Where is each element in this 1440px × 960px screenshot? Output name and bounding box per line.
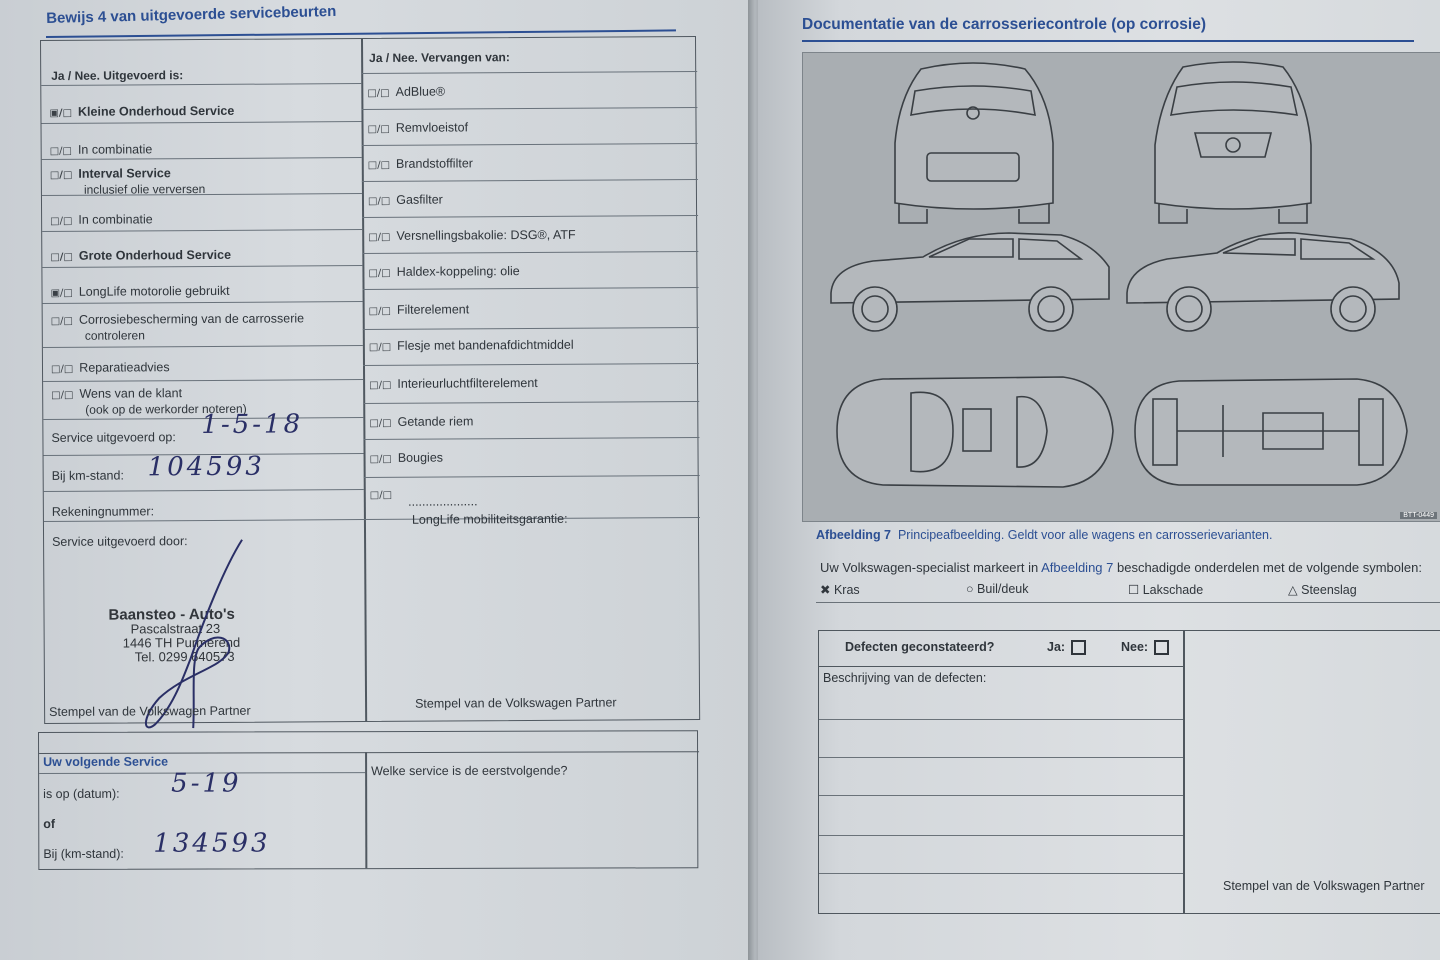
defects-yes[interactable] bbox=[1047, 640, 1086, 655]
description-line[interactable] bbox=[819, 835, 1183, 836]
item-label: AdBlue® bbox=[395, 84, 446, 99]
item-label: Wens van de klant bbox=[79, 386, 183, 401]
checkbox-pair[interactable]: □/□ bbox=[368, 305, 391, 317]
stamp-label-left: Stempel van de Volkswagen Partner bbox=[49, 703, 251, 719]
car-diagram-figure bbox=[802, 52, 1440, 522]
item-label: Filterelement bbox=[396, 302, 470, 317]
item-label: Brandstoffilter bbox=[395, 156, 473, 171]
defects-question: Defecten geconstateerd? bbox=[845, 640, 995, 654]
checkbox-pair[interactable]: □/□ bbox=[369, 417, 392, 429]
km-handwritten: 104593 bbox=[147, 451, 265, 483]
checkbox-row-in-combinatie-2[interactable] bbox=[50, 212, 153, 229]
item-label: In combinatie bbox=[78, 212, 153, 227]
legend-stone-chip bbox=[1288, 582, 1357, 597]
performed-by-label: Service uitgevoerd door: bbox=[52, 534, 188, 549]
checkbox-pair[interactable]: □/□ bbox=[369, 489, 393, 501]
item-label: Interval Service bbox=[78, 166, 171, 181]
checkbox-row-kleine-onderhoud[interactable] bbox=[49, 104, 234, 121]
description-label: Beschrijving van de defecten: bbox=[823, 671, 987, 685]
row-line bbox=[42, 265, 362, 268]
checkbox-row-cabin-filter[interactable] bbox=[369, 376, 538, 393]
defect-table bbox=[818, 630, 1440, 914]
description-line[interactable] bbox=[819, 719, 1183, 720]
checkbox-row-in-combinatie[interactable] bbox=[50, 142, 153, 159]
legend-label: Kras bbox=[833, 583, 860, 597]
item-label: .................... bbox=[408, 494, 478, 509]
description-line[interactable] bbox=[819, 873, 1183, 874]
or-label: of bbox=[43, 816, 56, 831]
checkbox-row-filter-element[interactable] bbox=[369, 302, 470, 319]
item-sublabel: (ook op de werkorder noteren) bbox=[85, 401, 247, 417]
right-column-header: Ja / Nee. Vervangen van: bbox=[369, 50, 510, 65]
item-label: Flesje met bandenafdichtmiddel bbox=[397, 337, 574, 353]
column-divider bbox=[365, 752, 367, 868]
row-line bbox=[39, 751, 699, 754]
description-line[interactable] bbox=[819, 795, 1183, 796]
next-service-box bbox=[38, 730, 698, 870]
item-label: Haldex-koppeling: olie bbox=[396, 264, 520, 279]
dent-icon: ○ bbox=[966, 582, 974, 596]
checkbox-pair[interactable]: □/□ bbox=[50, 251, 73, 263]
next-km-label: Bij (km-stand): bbox=[43, 846, 124, 861]
dealer-city: 1446 TH Purmerend bbox=[122, 634, 241, 651]
checkbox-row-grote-onderhoud[interactable] bbox=[50, 248, 231, 265]
row-line bbox=[362, 143, 698, 146]
row-line bbox=[363, 437, 699, 440]
next-km-handwritten: 134593 bbox=[153, 828, 271, 859]
stamp-label: Stempel van de Volkswagen Partner bbox=[1223, 879, 1425, 893]
paint-damage-icon: ☐ bbox=[1128, 583, 1140, 597]
checkbox-pair[interactable]: □/□ bbox=[49, 145, 72, 157]
checkbox-row-interval-service[interactable] bbox=[50, 166, 206, 197]
checkbox-row-gas-filter[interactable] bbox=[368, 193, 443, 209]
row-line bbox=[363, 287, 699, 290]
checkbox-row-adblue[interactable] bbox=[367, 85, 445, 101]
row-line bbox=[363, 327, 699, 330]
body-check-title: Documentatie van de carrosseriecontrole (op corrosie) bbox=[802, 16, 1206, 33]
item-sublabel: controleren bbox=[84, 328, 145, 343]
checkbox-row-longlife-oil[interactable] bbox=[50, 284, 229, 301]
row-line bbox=[42, 121, 362, 124]
checkbox-row-haldex[interactable] bbox=[368, 264, 519, 281]
checkbox-row-repair-advice[interactable] bbox=[51, 360, 170, 377]
next-service-title: Uw volgende Service bbox=[43, 754, 169, 769]
title-rule bbox=[802, 40, 1414, 42]
checkbox-row-spark-plugs[interactable] bbox=[370, 451, 444, 467]
car-outline-diagram bbox=[803, 53, 1440, 523]
left-column-header: Ja / Nee. Uitgevoerd is: bbox=[51, 68, 184, 83]
dealer-name: Baansteo - Auto's bbox=[108, 605, 235, 624]
no-checkbox[interactable] bbox=[1154, 640, 1169, 655]
row-line bbox=[363, 363, 699, 366]
row-line bbox=[362, 251, 698, 254]
item-label: Interieurluchtfilterelement bbox=[397, 375, 538, 391]
item-label: Grote Onderhoud Service bbox=[78, 247, 232, 263]
item-label: LongLife motorolie gebruikt bbox=[78, 283, 230, 299]
yes-checkbox[interactable] bbox=[1071, 640, 1086, 655]
item-label: Gasfilter bbox=[396, 192, 443, 207]
row-line bbox=[43, 345, 363, 348]
row-line bbox=[362, 215, 698, 218]
row-line bbox=[43, 301, 363, 304]
checkbox-pair[interactable]: □/□ bbox=[368, 231, 391, 243]
checkbox-pair[interactable]: ▣/□ bbox=[49, 107, 73, 119]
item-label: Kleine Onderhoud Service bbox=[77, 103, 235, 119]
defects-no[interactable] bbox=[1121, 640, 1169, 655]
caption-label: Afbeelding 7 bbox=[816, 528, 892, 542]
description-line[interactable] bbox=[819, 757, 1183, 758]
dealer-street: Pascalstraat 23 bbox=[130, 620, 221, 637]
service-date-label: Service uitgevoerd op: bbox=[51, 430, 176, 445]
checkbox-row-gearbox-oil[interactable] bbox=[368, 228, 576, 245]
figure-code: BTT-0449 bbox=[1400, 512, 1437, 519]
legend-dent bbox=[966, 582, 1028, 596]
instruction-pre: Uw Volkswagen-specialist markeert in bbox=[820, 560, 1042, 575]
item-label: Versnellingsbakolie: DSG®, ATF bbox=[396, 227, 576, 243]
legend-rule bbox=[816, 602, 1440, 603]
item-sublabel: inclusief olie verversen bbox=[83, 181, 206, 197]
row-line bbox=[43, 379, 363, 382]
row-line bbox=[44, 489, 364, 492]
which-service-label: Welke service is de eerstvolgende? bbox=[371, 763, 568, 779]
next-date-handwritten: 5-19 bbox=[171, 768, 242, 799]
checkbox-pair[interactable]: □/□ bbox=[50, 363, 74, 375]
item-label: Corrosiebescherming van de carrosserie bbox=[78, 311, 305, 327]
checkbox-pair[interactable]: □/□ bbox=[49, 169, 73, 181]
row-line bbox=[361, 71, 697, 74]
checkbox-pair[interactable]: □/□ bbox=[369, 379, 392, 391]
checkbox-row-fuel-filter[interactable] bbox=[368, 156, 473, 173]
legend-label: Steenslag bbox=[1301, 583, 1357, 597]
checkbox-pair[interactable]: □/□ bbox=[51, 389, 74, 401]
checkbox-pair[interactable]: □/□ bbox=[367, 195, 391, 207]
item-label: Remvloeistof bbox=[395, 120, 469, 135]
instruction-post: beschadigde onderdelen met de volgende symbolen: bbox=[1113, 560, 1422, 575]
item-label: In combinatie bbox=[77, 142, 153, 157]
figure-caption bbox=[816, 528, 1273, 542]
yes-label: Ja: bbox=[1047, 640, 1066, 654]
checkbox-row-brake-fluid[interactable] bbox=[368, 120, 469, 137]
checkbox-row-corrosion[interactable] bbox=[51, 311, 305, 343]
checkbox-pair[interactable]: □/□ bbox=[369, 453, 392, 465]
checkbox-pair[interactable]: □/□ bbox=[367, 123, 390, 136]
checkbox-row-tyre-sealant[interactable] bbox=[369, 338, 574, 355]
checkbox-pair[interactable]: □/□ bbox=[367, 159, 391, 171]
checkbox-pair[interactable]: ▣/□ bbox=[50, 287, 73, 299]
scratch-icon: ✖ bbox=[820, 583, 831, 597]
caption-text: Principeafbeelding. Geldt voor alle wagens en carrosserievarianten. bbox=[897, 528, 1273, 542]
service-date-handwritten: 1-5-18 bbox=[201, 409, 304, 441]
item-label: Getande riem bbox=[397, 414, 474, 429]
item-label: Bougies bbox=[397, 450, 444, 465]
column-divider bbox=[1183, 631, 1185, 913]
dealer-phone: Tel. 0299 640573 bbox=[134, 648, 235, 665]
service-record-form bbox=[40, 36, 700, 724]
legend-label: Buil/deuk bbox=[977, 582, 1029, 596]
item-label: Reparatieadvies bbox=[79, 360, 170, 375]
row-line bbox=[41, 83, 361, 86]
invoice-label: Rekeningnummer: bbox=[51, 504, 155, 519]
checkbox-pair[interactable]: □/□ bbox=[368, 341, 392, 353]
legend-paint-damage bbox=[1128, 582, 1203, 597]
stone-chip-icon: △ bbox=[1288, 583, 1298, 597]
legend-label: Lakschade bbox=[1142, 583, 1204, 597]
no-label: Nee: bbox=[1121, 640, 1149, 654]
next-date-label: is op (datum): bbox=[43, 786, 120, 801]
row-line bbox=[362, 179, 698, 182]
checkbox-pair[interactable]: □/□ bbox=[50, 315, 74, 327]
instruction-text bbox=[820, 560, 1422, 575]
service-record-title: Bewijs 4 van uitgevoerde servicebeurten bbox=[46, 2, 337, 27]
checkbox-pair[interactable]: □/□ bbox=[50, 215, 73, 227]
checkbox-row-timing-belt[interactable] bbox=[369, 414, 473, 431]
checkbox-row-other[interactable] bbox=[369, 486, 478, 509]
right-page bbox=[758, 0, 1440, 960]
longlife-guarantee-label: LongLife mobiliteitsgarantie: bbox=[411, 511, 568, 527]
stamp-label-right: Stempel van de Volkswagen Partner bbox=[415, 695, 617, 711]
checkbox-pair[interactable]: □/□ bbox=[367, 87, 390, 100]
legend-scratch bbox=[820, 582, 860, 597]
row-line bbox=[363, 401, 699, 404]
km-label: Bij km-stand: bbox=[51, 468, 124, 483]
row-line bbox=[42, 229, 362, 232]
checkbox-pair[interactable]: □/□ bbox=[368, 267, 391, 279]
figure-link[interactable]: Afbeelding 7 bbox=[1041, 560, 1114, 575]
row-line bbox=[364, 475, 700, 478]
row-line bbox=[361, 107, 697, 110]
